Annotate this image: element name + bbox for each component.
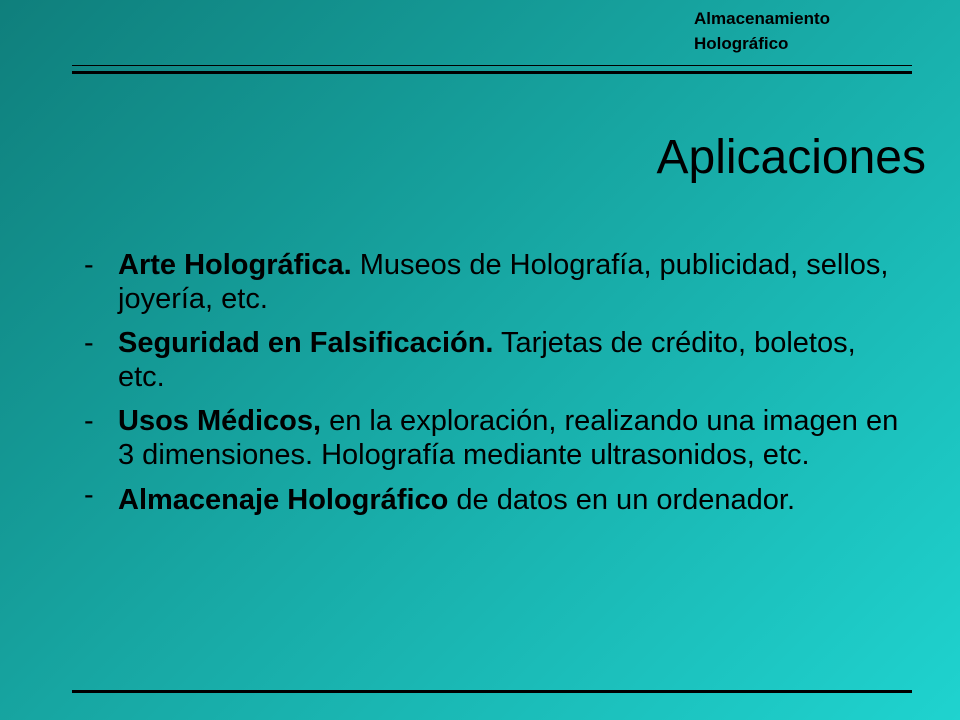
bullet-bold-text: Usos Médicos, bbox=[118, 405, 322, 437]
bullet-bold-text: Almacenaje Holográfico bbox=[118, 484, 449, 516]
bullet-text bbox=[118, 404, 904, 472]
bullet-item bbox=[84, 404, 904, 472]
slide-title: Aplicaciones bbox=[656, 131, 926, 184]
bullet-rest-text: Museos de Holografía, publicidad, sellos, joyería, etc. bbox=[118, 249, 889, 315]
bullet-dash: - bbox=[84, 249, 94, 281]
bullet-item bbox=[84, 248, 904, 316]
bullet-text bbox=[118, 478, 904, 522]
top-rule-thin bbox=[72, 65, 912, 66]
header-label-line1: Almacenamiento bbox=[694, 9, 831, 28]
bullet-dash: - bbox=[84, 327, 94, 359]
header-label bbox=[694, 6, 830, 56]
bullet-rest-text: en la exploración, realizando una imagen en 3 dimensiones. Holografía mediante ultrasonidos, etc. bbox=[118, 405, 899, 471]
bullet-dash: - bbox=[84, 479, 94, 511]
bullet-item bbox=[84, 326, 904, 394]
bullet-list bbox=[84, 248, 904, 532]
bullet-text bbox=[118, 248, 904, 316]
bullet-bold-text: Arte Holográfica. bbox=[118, 249, 352, 281]
bullet-item bbox=[84, 478, 904, 522]
header-label-line2: Holográfico bbox=[694, 34, 789, 53]
bullet-rest-text: de datos en un ordenador. bbox=[448, 484, 796, 516]
bullet-rest-text: Tarjetas de crédito, boletos, etc. bbox=[118, 327, 856, 393]
top-rule-thick bbox=[72, 71, 912, 74]
bullet-bold-text: Seguridad en Falsificación. bbox=[118, 327, 494, 359]
bullet-dash: - bbox=[84, 405, 94, 437]
bottom-rule bbox=[72, 690, 912, 693]
bullet-text bbox=[118, 326, 904, 394]
